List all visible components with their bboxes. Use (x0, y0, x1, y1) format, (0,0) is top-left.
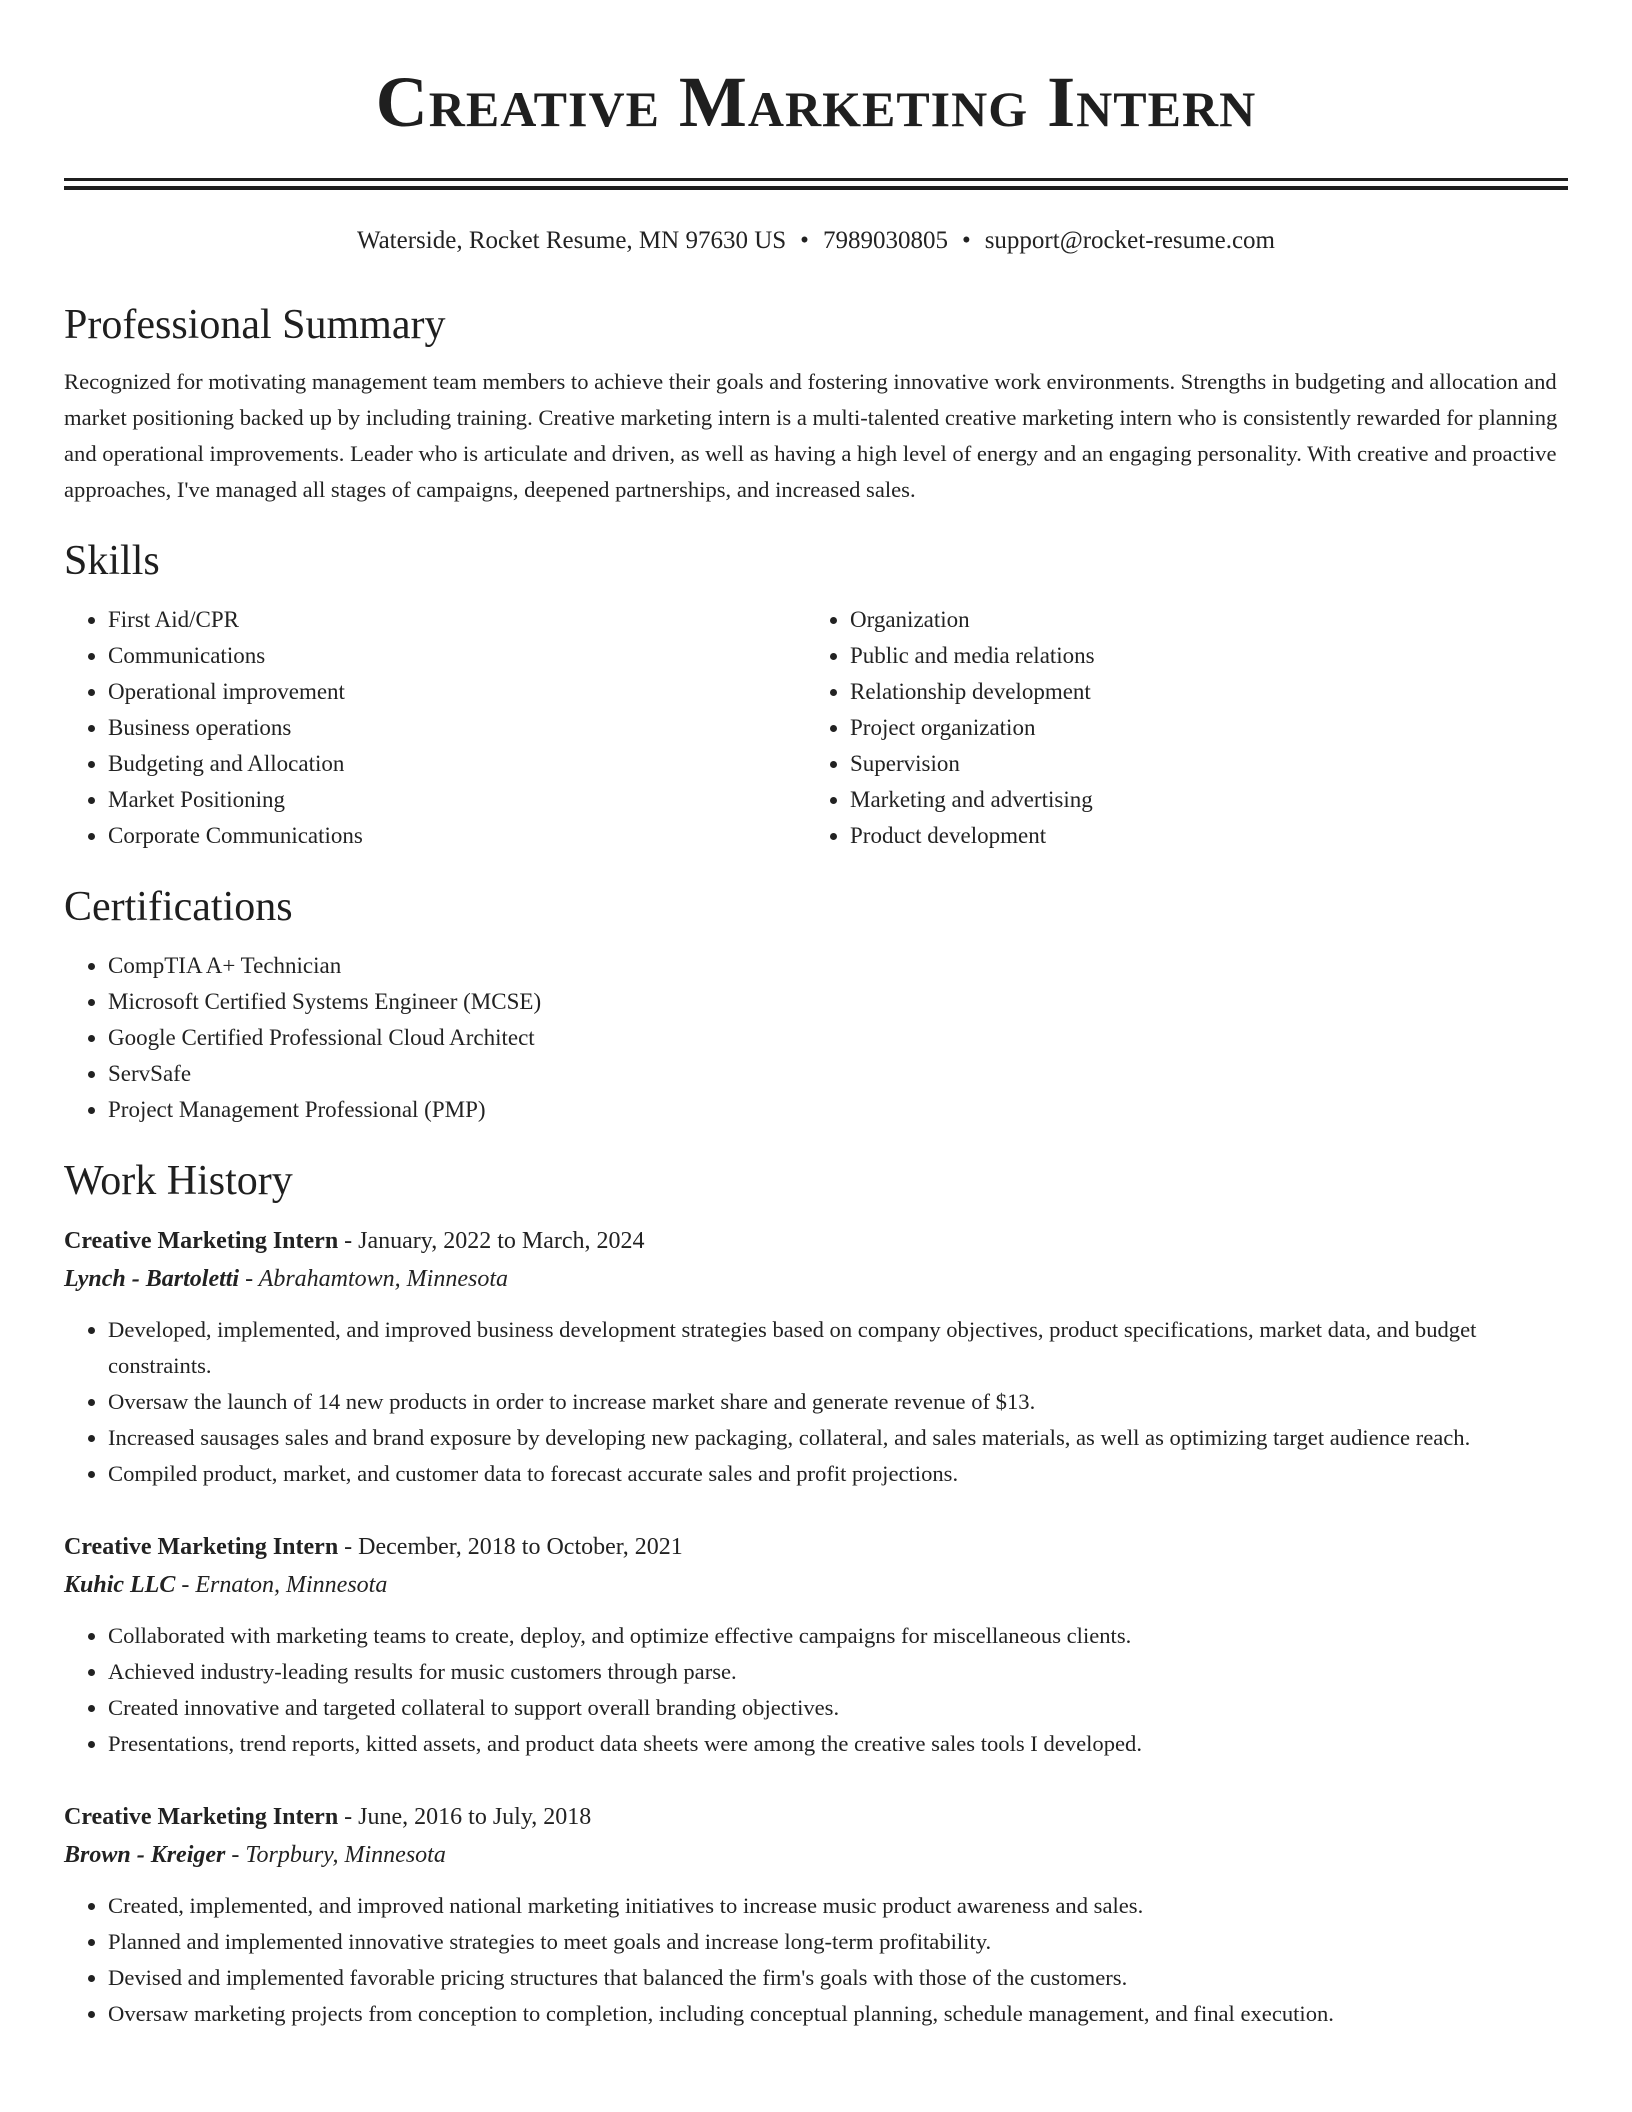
skill-item: • Operational improvement (108, 674, 806, 710)
resume-title: Creative Marketing Intern (375, 62, 1257, 142)
job-title-line (64, 1528, 1568, 1566)
skill-item: • Project organization (850, 710, 1548, 746)
skill-item: • First Aid/CPR (108, 602, 806, 638)
job-bullets (64, 1312, 1568, 1492)
certification-item: • Microsoft Certified Systems Engineer (MCSE) (108, 984, 1568, 1020)
job-bullet: • Planned and implemented innovative strategies to meet goals and increase long-term profitability. (108, 1924, 1568, 1960)
summary-text: Recognized for motivating management team members to achieve their goals and fostering innovative work environments. Strengths in budgeting and allocation and market positioning backed up by including training. Creative marketing intern is a multi-talented creative marketing intern who is consistently rewarded for planning and operational improvements. Leader who is articulate and driven, as well as having a high level of energy and an engaging personality. With creative and proactive approaches, I've managed all stages of campaigns, deepened partnerships, and increased sales. (64, 369, 1558, 502)
skill-item: • Organization (850, 602, 1548, 638)
certifications-list (64, 948, 1568, 1128)
skill-item: • Marketing and advertising (850, 782, 1548, 818)
certification-item: • Google Certified Professional Cloud Architect (108, 1020, 1568, 1056)
job-bullet: • Devised and implemented favorable pricing structures that balanced the firm's goals with those of the customers. (108, 1960, 1568, 1996)
skill-item: • Business operations (108, 710, 806, 746)
certification-item: • CompTIA A+ Technician (108, 948, 1568, 984)
job-role: Creative Marketing Intern (64, 1804, 339, 1830)
job-dates: - January, 2022 to March, 2024 (338, 1228, 645, 1254)
skill-item: • Product development (850, 818, 1548, 854)
job-role: Creative Marketing Intern (64, 1534, 339, 1560)
job-company-line (64, 1260, 1568, 1298)
skill-item: • Relationship development (850, 674, 1548, 710)
skill-item: • Supervision (850, 746, 1548, 782)
skill-item: • Corporate Communications (108, 818, 806, 854)
certification-item: • Project Management Professional (PMP) (108, 1092, 1568, 1128)
job-bullets (64, 1618, 1568, 1762)
contact-address: Waterside, Rocket Resume, MN 97630 US (356, 227, 787, 254)
job-company: Lynch - Bartoletti (64, 1266, 240, 1292)
job-role: Creative Marketing Intern (64, 1228, 339, 1254)
contact-email: support@rocket-resume.com (984, 227, 1275, 254)
certifications-heading: Certifications (64, 884, 293, 930)
skills-heading: Skills (64, 538, 160, 584)
job-entry (64, 1528, 1568, 1762)
job-company: Brown - Kreiger (64, 1842, 226, 1868)
contact-separator: • (800, 227, 809, 254)
job-bullet: • Created, implemented, and improved national marketing initiatives to increase music product awareness and sales. (108, 1888, 1568, 1924)
job-bullet: • Created innovative and targeted collateral to support overall branding objectives. (108, 1690, 1568, 1726)
summary-heading: Professional Summary (64, 302, 446, 348)
skill-item: • Market Positioning (108, 782, 806, 818)
job-title-line (64, 1798, 1568, 1836)
job-bullet: • Oversaw the launch of 14 new products in order to increase market share and generate revenue of $13. (108, 1384, 1568, 1420)
work-history-heading: Work History (64, 1158, 293, 1204)
contact-separator: • (961, 227, 971, 254)
job-bullets (64, 1888, 1568, 2032)
skills-column-left (64, 602, 806, 854)
job-bullet: • Collaborated with marketing teams to create, deploy, and optimize effective campaigns for miscellaneous clients. (108, 1618, 1568, 1654)
job-location: - Abrahamtown, Minnesota (239, 1266, 508, 1292)
job-company: Kuhic LLC (64, 1572, 176, 1598)
certification-item: • ServSafe (108, 1056, 1568, 1092)
job-bullet: • Developed, implemented, and improved business development strategies based on company objectives, product specifications, market data, and budget constraints. (108, 1312, 1568, 1384)
job-dates: - June, 2016 to July, 2018 (338, 1804, 592, 1830)
job-title-line (64, 1222, 1568, 1260)
skills-column-right (806, 602, 1548, 854)
contact-phone: 7989030805 (822, 227, 948, 254)
skills-list-left (64, 602, 806, 854)
contact-line (64, 224, 1568, 258)
job-bullet: • Increased sausages sales and brand exposure by developing new packaging, collateral, and sales materials, as well as optimizing target audience reach. (108, 1420, 1568, 1456)
job-company-line (64, 1566, 1568, 1604)
job-dates: - December, 2018 to October, 2021 (338, 1534, 683, 1560)
job-bullet: • Achieved industry-leading results for music customers through parse. (108, 1654, 1568, 1690)
job-bullet: • Oversaw marketing projects from conception to completion, including conceptual planning, schedule management, and final execution. (108, 1996, 1568, 2032)
job-bullet: • Presentations, trend reports, kitted assets, and product data sheets were among the creative sales tools I developed. (108, 1726, 1568, 1762)
skill-item: • Communications (108, 638, 806, 674)
job-entry (64, 1798, 1568, 2032)
job-entry (64, 1222, 1568, 1492)
skill-item: • Budgeting and Allocation (108, 746, 806, 782)
title-divider (64, 178, 1568, 190)
job-company-line (64, 1836, 1568, 1874)
job-bullet: • Compiled product, market, and customer data to forecast accurate sales and profit projections. (108, 1456, 1568, 1492)
skills-grid (64, 602, 1568, 854)
skill-item: • Public and media relations (850, 638, 1548, 674)
job-location: - Torpbury, Minnesota (225, 1842, 446, 1868)
job-location: - Ernaton, Minnesota (175, 1572, 388, 1598)
skills-list-right (806, 602, 1548, 854)
